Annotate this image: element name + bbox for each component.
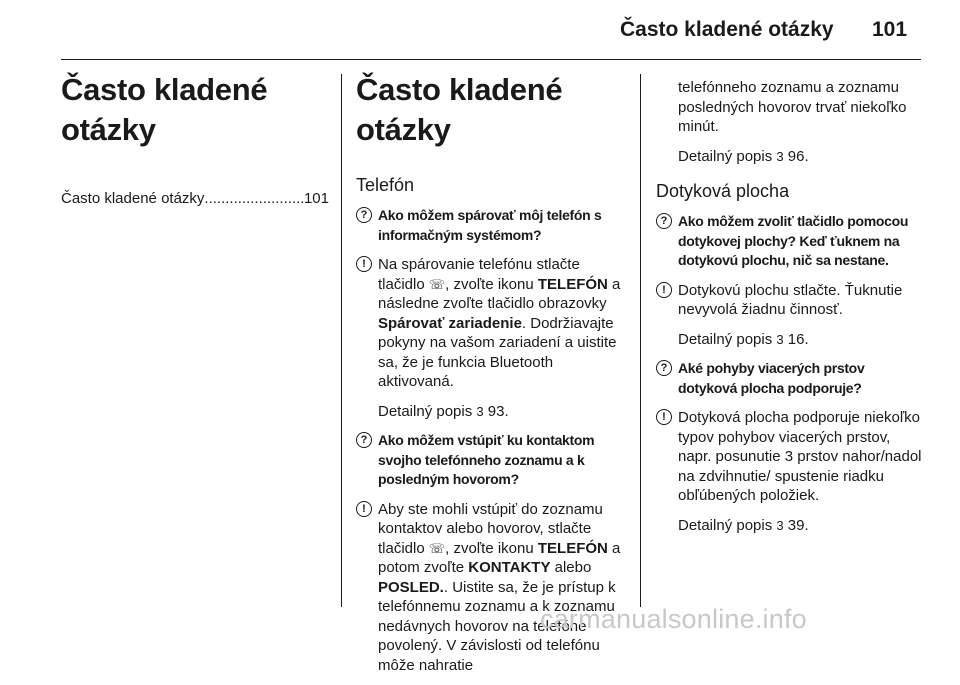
- answer-keyword: KONTAKTY: [468, 559, 551, 576]
- section-title-phone: Telefón: [356, 175, 415, 195]
- answer-keyword: Spárovať zariadenie: [378, 314, 522, 332]
- question-text: Ako môžem zvoliť tlačidlo pomocou dotykovej plochy? Keď ťuknem na dotykovú plochu, nič sa nestane.: [678, 213, 909, 268]
- answer-fragment: alebo: [550, 559, 592, 576]
- page-header-title: Často kladené otázky: [620, 18, 834, 41]
- arrow-icon: 3: [776, 148, 784, 164]
- content-column-2: [356, 70, 626, 685]
- detail-label: Detailný popis: [678, 330, 777, 348]
- question-mark-icon: ?: [356, 432, 372, 448]
- chapter-title: Často kladené otázky: [61, 72, 268, 147]
- question-mark-icon: ?: [656, 360, 672, 376]
- toc-entry-page: 101: [303, 190, 329, 207]
- detail-reference[interactable]: [678, 516, 926, 536]
- question-text: Aké pohyby viacerých prstov dotyková plocha podporuje?: [678, 360, 865, 396]
- toc-entry[interactable]: [61, 190, 329, 207]
- arrow-icon: 3: [776, 517, 784, 533]
- toc-entry-label: Často kladené otázky: [61, 190, 205, 207]
- question-mark-icon: ?: [356, 207, 372, 223]
- answer-fragment: a potom zvoľte: [378, 539, 621, 576]
- header-rule: [61, 59, 921, 60]
- toc-column: [61, 70, 329, 207]
- detail-page: 93.: [487, 402, 509, 420]
- detail-label: Detailný popis: [678, 516, 777, 534]
- phone-button-icon: ☏: [428, 276, 446, 292]
- question-text: Ako môžem spárovať môj telefón s informačným systémom?: [378, 207, 602, 243]
- exclamation-mark-icon: !: [656, 282, 672, 298]
- answer-fragment: a následne zvoľte tlačidlo obrazovky: [378, 275, 621, 312]
- detail-reference[interactable]: [678, 330, 926, 350]
- detail-reference[interactable]: [378, 402, 626, 422]
- exclamation-mark-icon: !: [356, 256, 372, 272]
- exclamation-mark-icon: !: [656, 409, 672, 425]
- answer-keyword: TELEFÓN: [537, 275, 608, 293]
- detail-reference[interactable]: [678, 147, 926, 167]
- answer-block: [356, 255, 626, 392]
- exclamation-mark-icon: !: [356, 501, 372, 517]
- question-text: Ako môžem vstúpiť ku kontaktom svojho telefónneho zoznamu a k posledným hovorom?: [378, 432, 595, 487]
- column-divider-2: [640, 74, 641, 607]
- detail-page: 16.: [787, 330, 809, 348]
- section-title-touchpad: Dotyková plocha: [656, 181, 790, 201]
- arrow-icon: 3: [776, 331, 784, 347]
- answer-text: [378, 255, 626, 392]
- answer-keyword: TELEFÓN: [537, 539, 608, 557]
- chapter-title-2: Často kladené otázky: [356, 72, 563, 147]
- continued-answer-text: telefónneho zoznamu a zoznamu posledných hovorov trvať niekoľko minút.: [678, 79, 907, 135]
- detail-page: 39.: [787, 516, 809, 534]
- answer-block: [356, 500, 626, 676]
- phone-button-icon: ☏: [428, 540, 446, 556]
- detail-label: Detailný popis: [378, 402, 477, 420]
- answer-text: Dotykovú plochu stlačte. Ťuknutie nevyvolá žiadnu činnosť.: [678, 281, 903, 318]
- arrow-icon: 3: [476, 403, 484, 419]
- question-block: [356, 206, 626, 245]
- answer-text: Dotyková plocha podporuje niekoľko typov pohybov viacerých prstov, napr. posunutie 3 prstov nahor/nadol na zdvihnutie/ spustenie riadku obľúbených položiek.: [678, 409, 922, 504]
- question-block: [356, 431, 626, 490]
- detail-label: Detailný popis: [678, 147, 777, 165]
- detail-page: 96.: [787, 147, 809, 165]
- answer-text: [378, 500, 626, 676]
- answer-fragment: Na spárovanie telefónu stlačte tlačidlo: [378, 256, 580, 293]
- toc-leader: [204, 190, 304, 207]
- answer-fragment: . Dodržiavajte pokyny na vašom zariadení a uistite sa, že je funkcia Bluetooth aktivovaná.: [378, 314, 617, 390]
- answer-keyword: POSLED.: [378, 578, 444, 596]
- answer-block: [656, 281, 926, 320]
- page-number: 101: [872, 18, 908, 41]
- answer-fragment: , zvoľte ikonu: [445, 539, 538, 557]
- question-block: [656, 212, 926, 271]
- question-mark-icon: ?: [656, 213, 672, 229]
- column-divider-1: [341, 74, 342, 607]
- answer-fragment: Aby ste mohli vstúpiť do zoznamu kontaktov alebo hovorov, stlačte tlačidlo: [378, 500, 603, 557]
- watermark: carmanualsonline.info: [540, 604, 807, 634]
- answer-fragment: , zvoľte ikonu: [445, 275, 538, 293]
- answer-fragment: . Uistite sa, že je prístup k telefónnemu zoznamu a k zoznamu nedávnych hovorov na telefóne povolený. V závislosti od telefónu môže nahratie: [378, 578, 616, 674]
- answer-block: [656, 408, 926, 506]
- content-column-3: [656, 78, 926, 545]
- question-block: [656, 359, 926, 398]
